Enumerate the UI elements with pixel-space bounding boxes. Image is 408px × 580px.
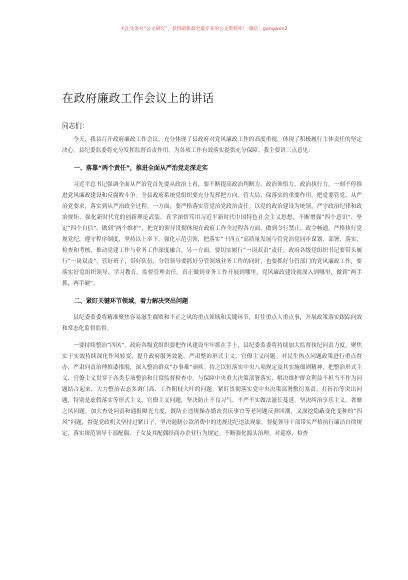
section-2-paragraph-1: 县纪委监委将精准聚焦容易滋生腐败和不正之风的重点领域和关键环节，盯住重点人重点事，开展政策落实跟踪问效和常态化监督监督。 — [62, 315, 362, 332]
intro-paragraph: 今天，我县召开政府廉政工作会议，充分体现了县政府对党风廉政工作的高度重视，体现了积极履行主体责任的坚定决心。县纪委监委将充分发挥监督首责作用，为各项工作有效落实提供充分保障。我主要讲三点意见： — [62, 137, 362, 154]
section-2-paragraph-2: 一要持续整治“四风”。政府各级党组织要把作风建设牢牢抓在手上，县纪委监委将持续加大监督执纪问责力度，聚焦实干实效持续深化作风转变，提升政府服务效能。严肃整治形式主义、官僚主义问题。对民生热点问题政策进行重点督办，严肃问责治理推诿推脱，深入整治群众“办事难”顽疾。持之以恒落实中央八项规定及其实施细则精神，把整治形式主义、官僚主义贯穿于各类专项整治和日常监督检查中，与保障中央重大决策部署落实、解决维护群众利益不担当不作为问题结合起来，大力整治表态多调门高、工作粗枝大叶的问题。紧盯贯彻落实党中央决策部署敷衍塞责、打折扣等突出问题，特别是虚假落实等形式主义、官僚主义问题，坚决防止不良习气、不严不实做法滋长蔓延。坚决纠治享乐主义、奢靡之风问题。加大查处问责和通报曝光力度，既防止违规操办婚丧喜庆事宜等老问题反弹回潮，又深挖隐蔽变化变种的“四风”问题，督促党政机关坚持过紧日子，坚决遏制公款消费中的违规违纪违法现象。督促领导干部带头严格执行廉洁自律规定，落实规范领导干部配偶、子女及其配偶经商办企业行为规定。不断强化源头治理。对巡察、检查 — [62, 343, 362, 437]
document-title: 在政府廉政工作会议上的讲话 — [62, 91, 215, 105]
section-2-heading: 二、紧盯关键环节领域，着力解决突出问题 — [74, 298, 189, 305]
wechat-promo-banner: 关注头条号“公文研究”，获得最新最全最专业的公文资料库！ 微信：gongwen2 — [120, 27, 288, 32]
section-1-paragraph: 习近平总书记强调全面从严治党首先要从政治上看，要不断提高政治判断力、政治领悟力、政治执行力，一刻不停推进党风廉政建设和反腐败斗争。全县政府系统党组织要充分发挥把方向、管大局、保落实的重要作用，把党要管党、从严治党要求，落实到从严治政全过程。一方面，要严格落实管党治党政治责任。以党的政治建设为统领，严守政治纪律和政治规矩，强化新时代党的创新理论武装。真学深悟笃用习近平新时代中国特色社会主义思想，不断增强“四个意识”、坚定“四个自信”、做到“两个维护”，把党的领导贯彻体现在政府工作全过程各方面，做到令行禁止、政令畅通。严格执行党规党纪，遵守程序制度，坚持以上率下，强化示范引领，把落实“十四五”高质量发展与管党治党同步谋划、部署、落实、检查和考核，推动党建工作与业务工作深度融合。另一方面，要切实履行“一岗双责”责任。政府各级党组织书记要带头履行“一岗双责”，管好班子，带好队伍，分管领导要抓好分管领域业务工作的同时，也要抓好分管部门的党风廉政工作，要落实好党组织领导、学习教育、监督管理责任。真正做到业务工作开展到哪里，党风廉政建设就深入到哪里，做到“两手抓，两手硬”。 — [62, 182, 362, 287]
document-body — [62, 135, 362, 440]
section-1-heading: 一、落靠“两个责任”，推进全面从严治党走深走实 — [74, 165, 208, 172]
greeting: 同志们： — [62, 122, 89, 130]
